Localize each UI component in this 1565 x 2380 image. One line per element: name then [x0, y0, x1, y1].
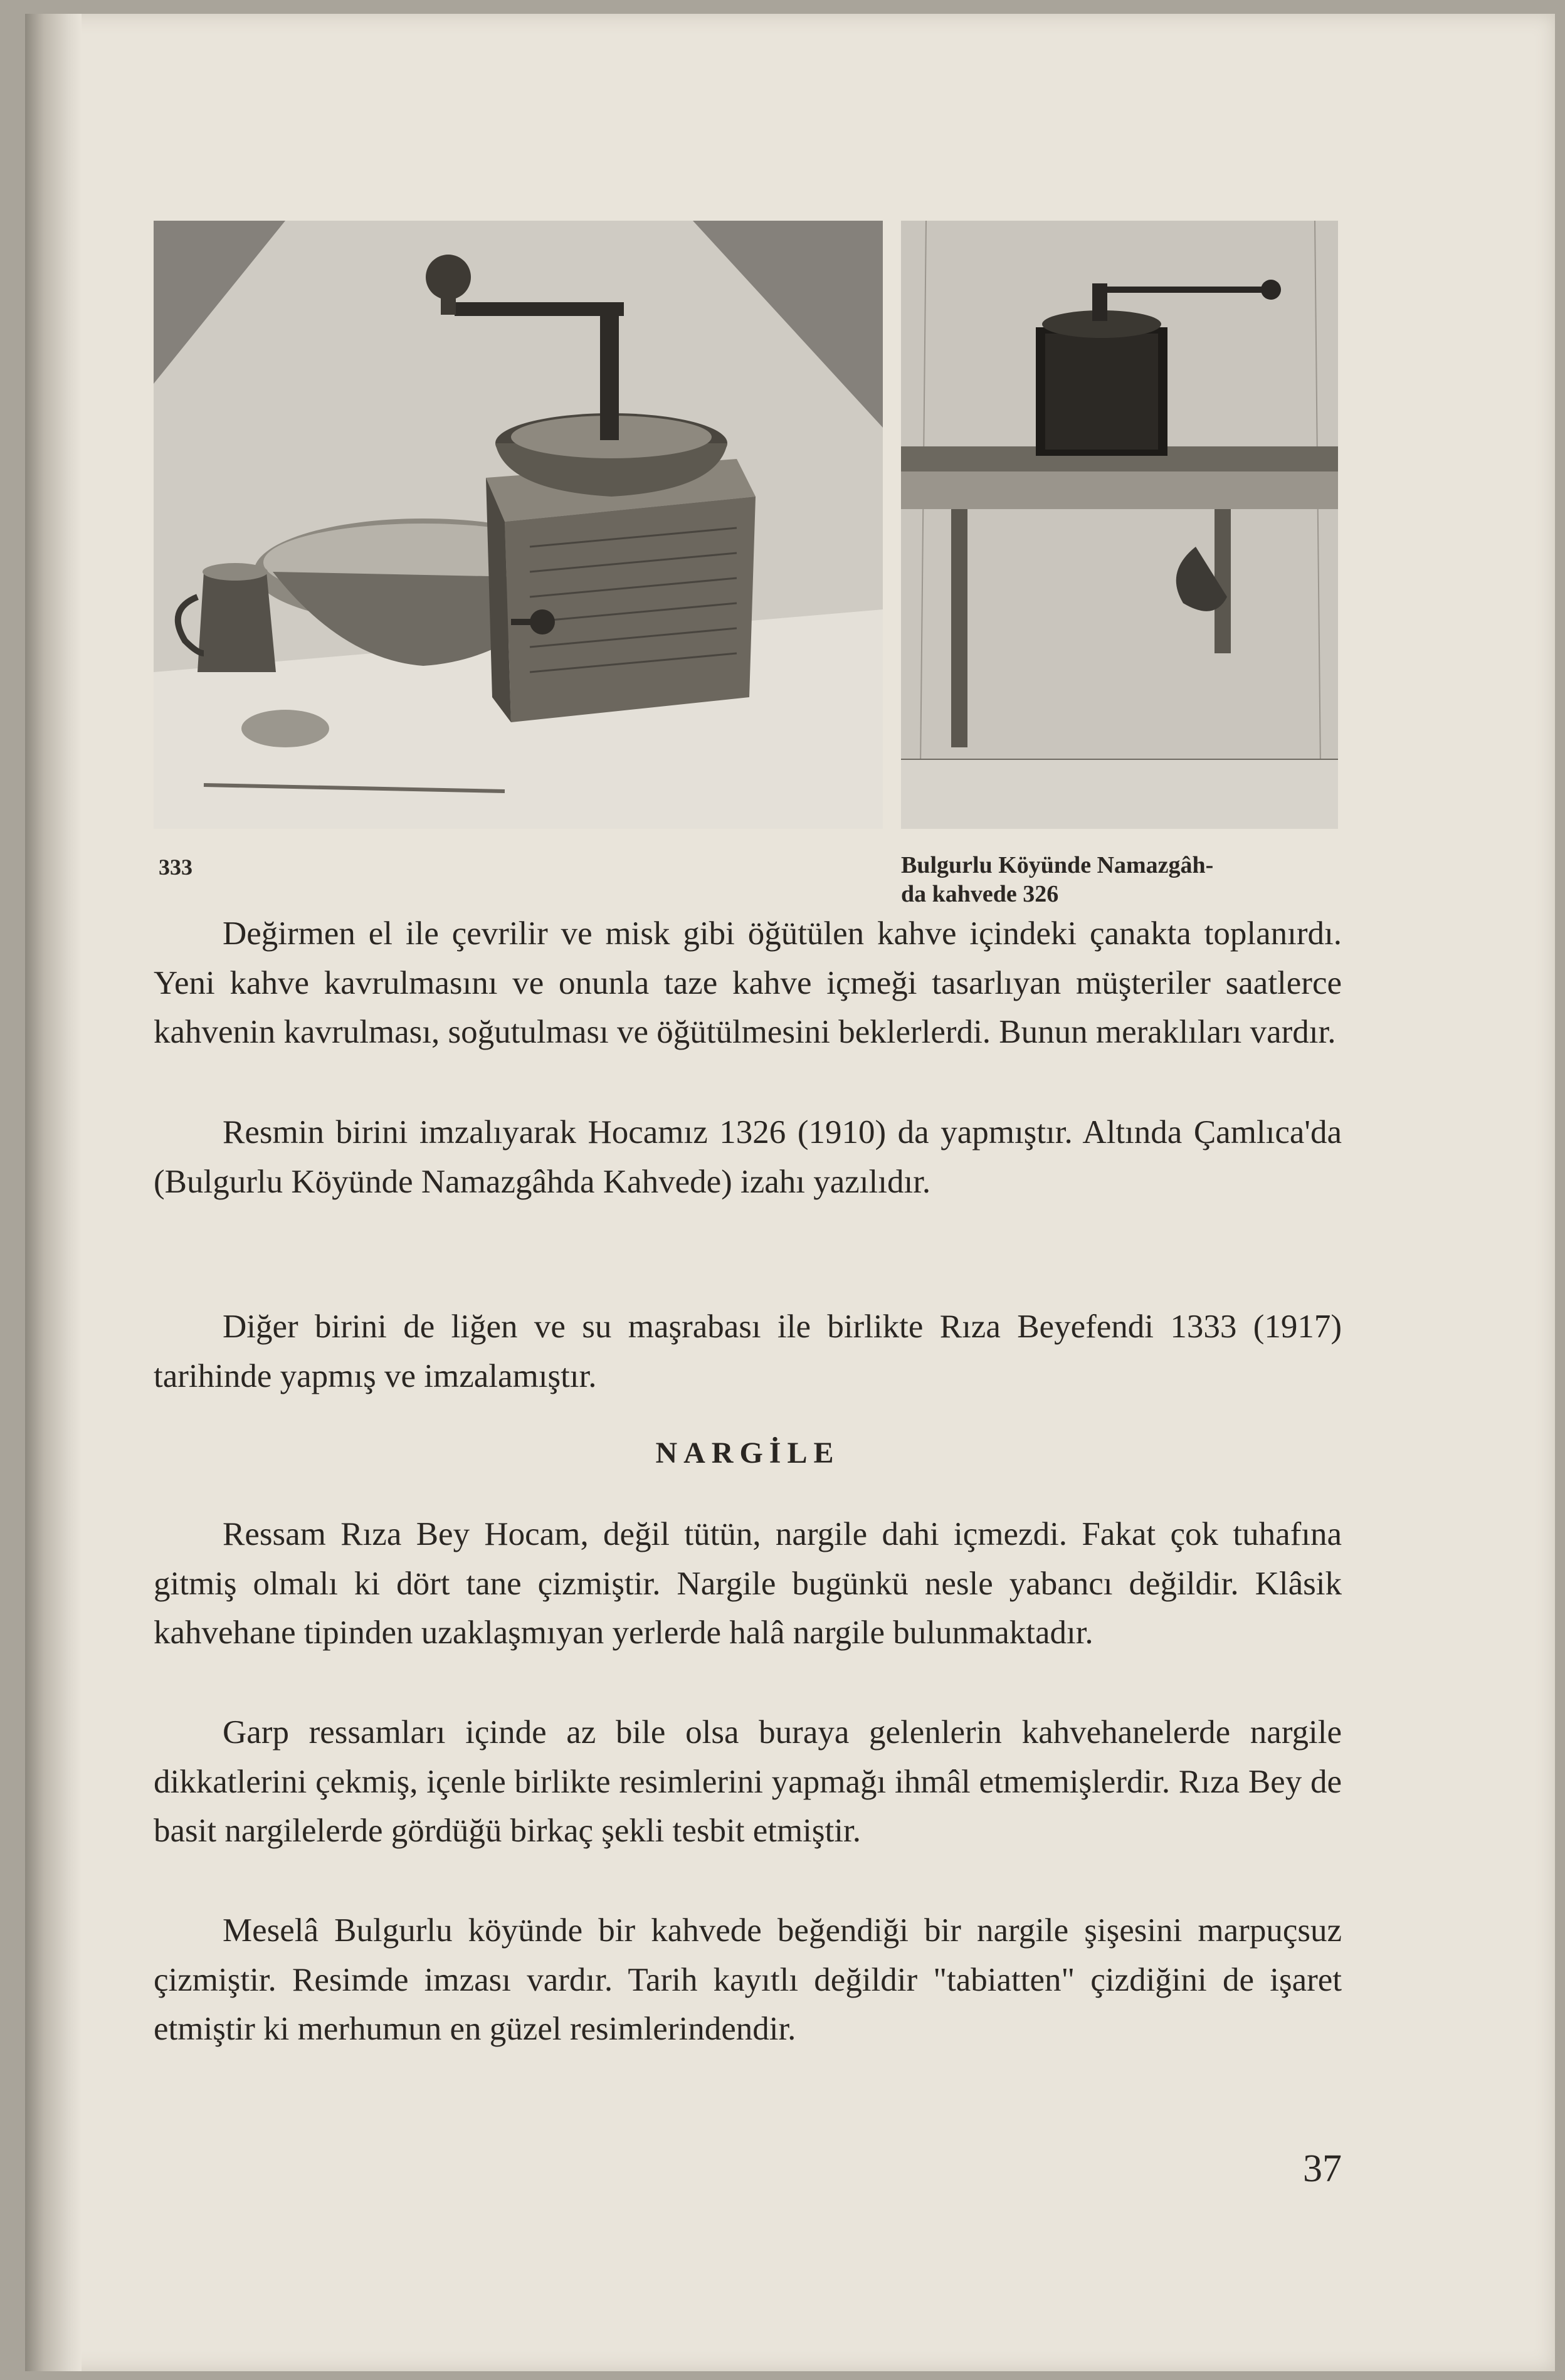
coffee-grinder-drawing — [154, 221, 883, 829]
paragraph-western-painters: Garp ressamları içinde az bile olsa buraya gelenlerin kahvehanelerde nargile dikkatlerini çekmiş, içenle birlikte resimlerini yapmağı ihmâl etmemişlerdir. Rıza Bey de basit nargilelerde gördüğü birkaç şekli tesbit etmiştir. — [154, 1714, 1342, 1849]
paragraph-bulgurlu-nargile: Meselâ Bulgurlu köyünde bir kahvede beğendiği bir nargile şişesini marpuçsuz çizmiştir. Resimde imzası vardır. Tarih kayıtlı değildir "tabiatten" çizdiğini de işaret etmiştir ki merhumun en güzel resimlerindendir. — [154, 1912, 1342, 2047]
book-page — [25, 14, 1555, 2371]
paragraph-nargile-intro: Ressam Rıza Bey Hocam, değil tütün, nargile dahi içmezdi. Fakat çok tuhafına gitmiş olmalı ki dört tane çizmiştir. Nargile bugünkü nesle yabancı değildir. Klâsik kahvehane tipinden uzaklaşmıyan yerlerde halâ nargile bulunmaktadır. — [154, 1516, 1342, 1651]
page-number: 37 — [1303, 2147, 1342, 2190]
page-binding-shadow — [25, 14, 82, 2371]
section-heading: NARGİLE — [655, 1436, 840, 1470]
paragraph-painting-one: Resmin birini imzalıyarak Hocamız 1326 (1910) da yapmıştır. Altında Çamlıca'da (Bulgurlu Köyünde Namazgâhda Kahvede) izahı yazılıdır. — [154, 1114, 1342, 1200]
paragraph-grinder: Değirmen el ile çevrilir ve misk gibi öğütülen kahve içindeki çanakta toplanırdı. Yeni kahve kavrulmasını ve onunla taze kahve içmeği tasarlıyan müşteriler saatlerce kahvenin kavrulması, soğutulması ve öğütülmesini beklerlerdi. Bunun meraklıları vardır. — [154, 915, 1342, 1050]
caption-line-1: Bulgurlu Köyünde Namazgâh- — [901, 852, 1214, 878]
caption-line-2: da kahvede 326 — [901, 881, 1059, 907]
figure-number-left: 333 — [159, 855, 192, 880]
paragraph-painting-two: Diğer birini de liğen ve su maşrabası ile birlikte Rıza Beyefendi 1333 (1917) tarihinde yapmış ve imzalamıştır. — [154, 1308, 1342, 1394]
figure-caption-right — [901, 851, 1340, 908]
grinder-on-shelf-drawing — [901, 221, 1338, 829]
